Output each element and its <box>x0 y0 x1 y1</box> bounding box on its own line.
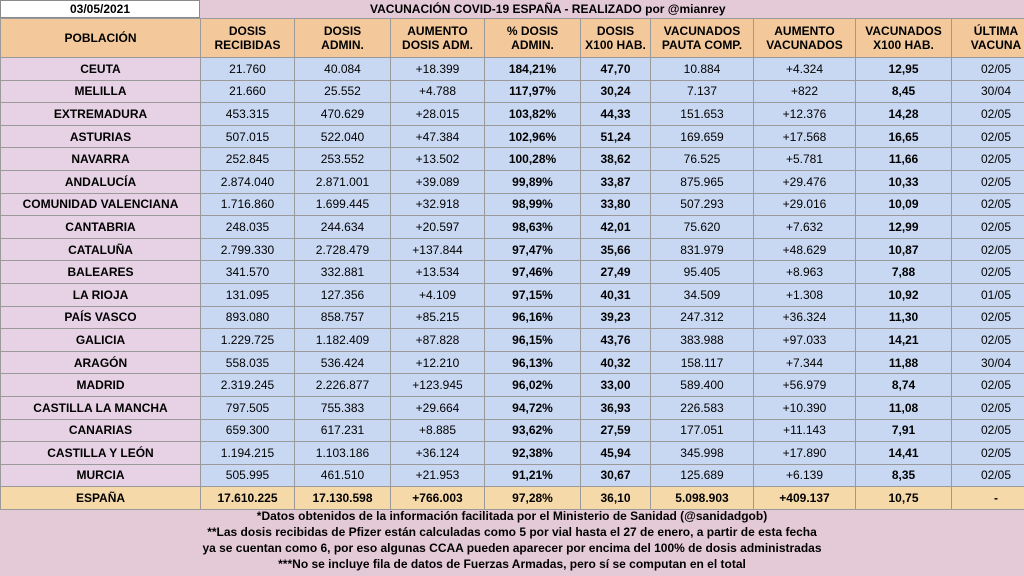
table-cell: 617.231 <box>295 419 391 442</box>
table-row <box>1 103 1024 126</box>
table-cell: +4.109 <box>391 283 485 306</box>
table-cell: +36.324 <box>754 306 856 329</box>
table-cell: 17.130.598 <box>295 487 391 510</box>
column-header <box>651 19 754 58</box>
footnote-line: **Las dosis recibidas de Pfizer están calculadas como 5 por vial hasta el 27 de enero, a partir de esta fecha <box>207 525 817 539</box>
region-name: MURCIA <box>1 464 201 487</box>
table-cell: 40,31 <box>581 283 651 306</box>
table-cell: 44,33 <box>581 103 651 126</box>
table-cell: 8,74 <box>856 374 952 397</box>
table-cell: +29.016 <box>754 193 856 216</box>
column-header <box>952 19 1024 58</box>
table-cell: 253.552 <box>295 148 391 171</box>
table-cell: 01/05 <box>952 283 1024 306</box>
table-cell: +28.015 <box>391 103 485 126</box>
table-cell: 10,75 <box>856 487 952 510</box>
table-cell: +13.502 <box>391 148 485 171</box>
table-cell: 02/05 <box>952 58 1024 81</box>
table-cell: +97.033 <box>754 329 856 352</box>
region-name: MELILLA <box>1 80 201 103</box>
table-cell: +13.534 <box>391 261 485 284</box>
table-cell: 47,70 <box>581 58 651 81</box>
column-header-line: AUMENTO <box>407 24 468 38</box>
table-cell: 43,76 <box>581 329 651 352</box>
table-cell: 98,63% <box>485 216 581 239</box>
table-row <box>1 351 1024 374</box>
table-cell: 1.229.725 <box>201 329 295 352</box>
table-cell: 93,62% <box>485 419 581 442</box>
table-cell: +8.963 <box>754 261 856 284</box>
table-cell: 2.799.330 <box>201 238 295 261</box>
table-cell: 36,10 <box>581 487 651 510</box>
table-cell: 45,94 <box>581 442 651 465</box>
table-cell: +17.890 <box>754 442 856 465</box>
table-cell: 169.659 <box>651 125 754 148</box>
table-cell: 1.182.409 <box>295 329 391 352</box>
table-cell: +85.215 <box>391 306 485 329</box>
region-name: ANDALUCÍA <box>1 170 201 193</box>
table-cell: 99,89% <box>485 170 581 193</box>
table-cell: +36.124 <box>391 442 485 465</box>
table-cell: 16,65 <box>856 125 952 148</box>
table-cell: 11,66 <box>856 148 952 171</box>
column-header-line: DOSIS <box>323 24 362 38</box>
table-row <box>1 58 1024 81</box>
table-cell: 248.035 <box>201 216 295 239</box>
table-cell: 226.583 <box>651 396 754 419</box>
table-cell: +39.089 <box>391 170 485 193</box>
table-cell: 76.525 <box>651 148 754 171</box>
column-header-line: DOSIS <box>596 24 635 38</box>
table-cell: 33,80 <box>581 193 651 216</box>
table-cell: 522.040 <box>295 125 391 148</box>
table-cell: 97,46% <box>485 261 581 284</box>
table-cell: 505.995 <box>201 464 295 487</box>
region-name: LA RIOJA <box>1 283 201 306</box>
table-cell: 125.689 <box>651 464 754 487</box>
table-cell: - <box>952 487 1024 510</box>
report-date: 03/05/2021 <box>0 0 200 18</box>
table-row <box>1 306 1024 329</box>
table-cell: 40,32 <box>581 351 651 374</box>
table-cell: +822 <box>754 80 856 103</box>
column-header-line: ADMIN. <box>321 38 364 52</box>
table-cell: 158.117 <box>651 351 754 374</box>
column-header-line: X100 HAB. <box>585 38 646 52</box>
table-cell: 151.653 <box>651 103 754 126</box>
table-cell: 21.660 <box>201 80 295 103</box>
table-cell: 34.509 <box>651 283 754 306</box>
table-cell: 02/05 <box>952 170 1024 193</box>
table-cell: +409.137 <box>754 487 856 510</box>
table-cell: 11,30 <box>856 306 952 329</box>
table-cell: 507.293 <box>651 193 754 216</box>
table-cell: 25.552 <box>295 80 391 103</box>
region-name: EXTREMADURA <box>1 103 201 126</box>
table-cell: +11.143 <box>754 419 856 442</box>
table-cell: 127.356 <box>295 283 391 306</box>
table-cell: 470.629 <box>295 103 391 126</box>
table-cell: 117,97% <box>485 80 581 103</box>
table-cell: 102,96% <box>485 125 581 148</box>
table-cell: 10.884 <box>651 58 754 81</box>
table-cell: 244.634 <box>295 216 391 239</box>
table-cell: 02/05 <box>952 419 1024 442</box>
table-cell: 11,08 <box>856 396 952 419</box>
table-cell: +47.384 <box>391 125 485 148</box>
table-cell: +32.918 <box>391 193 485 216</box>
table-cell: +5.781 <box>754 148 856 171</box>
table-cell: 2.874.040 <box>201 170 295 193</box>
footnote-line: ***No se incluye fila de datos de Fuerzas Armadas, pero sí se computan en el total <box>278 557 746 571</box>
table-cell: 252.845 <box>201 148 295 171</box>
table-cell: 30/04 <box>952 80 1024 103</box>
table-cell: 755.383 <box>295 396 391 419</box>
table-cell: 8,35 <box>856 464 952 487</box>
table-cell: 453.315 <box>201 103 295 126</box>
table-cell: +12.210 <box>391 351 485 374</box>
column-header-line: AUMENTO <box>774 24 835 38</box>
table-cell: 42,01 <box>581 216 651 239</box>
table-cell: 02/05 <box>952 306 1024 329</box>
table-cell: 96,16% <box>485 306 581 329</box>
region-name: CASTILLA LA MANCHA <box>1 396 201 419</box>
table-cell: 40.084 <box>295 58 391 81</box>
table-cell: 10,92 <box>856 283 952 306</box>
table-cell: +56.979 <box>754 374 856 397</box>
table-cell: +766.003 <box>391 487 485 510</box>
table-cell: 02/05 <box>952 261 1024 284</box>
table-cell: 36,93 <box>581 396 651 419</box>
table-cell: 131.095 <box>201 283 295 306</box>
table-cell: 38,62 <box>581 148 651 171</box>
table-cell: +21.953 <box>391 464 485 487</box>
table-cell: 341.570 <box>201 261 295 284</box>
table-cell: 14,28 <box>856 103 952 126</box>
header-row <box>1 19 1024 58</box>
table-cell: 7,88 <box>856 261 952 284</box>
column-header-line: POBLACIÓN <box>64 31 137 45</box>
table-cell: 97,15% <box>485 283 581 306</box>
table-cell: 75.620 <box>651 216 754 239</box>
title-bar <box>0 0 1024 18</box>
table-cell: 51,24 <box>581 125 651 148</box>
region-name: ARAGÓN <box>1 351 201 374</box>
table-cell: +6.139 <box>754 464 856 487</box>
table-cell: 95.405 <box>651 261 754 284</box>
table-cell: 10,09 <box>856 193 952 216</box>
table-cell: 33,00 <box>581 374 651 397</box>
table-cell: 797.505 <box>201 396 295 419</box>
region-name: PAÍS VASCO <box>1 306 201 329</box>
table-cell: 2.226.877 <box>295 374 391 397</box>
table-cell: 12,95 <box>856 58 952 81</box>
table-cell: 831.979 <box>651 238 754 261</box>
table-cell: 2.728.479 <box>295 238 391 261</box>
column-header-line: DOSIS ADM. <box>402 38 473 52</box>
table-cell: 12,99 <box>856 216 952 239</box>
footnote-line: ya se cuentan como 6, por eso algunas CCAA pueden aparecer por encima del 100% de dosis administradas <box>202 541 822 555</box>
table-cell: 10,33 <box>856 170 952 193</box>
table-cell: 103,82% <box>485 103 581 126</box>
column-header <box>391 19 485 58</box>
column-header-line: RECIBIDAS <box>214 38 281 52</box>
total-row <box>1 487 1024 510</box>
table-cell: 1.103.186 <box>295 442 391 465</box>
table-cell: +10.390 <box>754 396 856 419</box>
table-cell: 97,47% <box>485 238 581 261</box>
table-cell: 39,23 <box>581 306 651 329</box>
table-cell: 33,87 <box>581 170 651 193</box>
table-cell: +1.308 <box>754 283 856 306</box>
table-cell: 96,13% <box>485 351 581 374</box>
table-cell: 1.194.215 <box>201 442 295 465</box>
table-cell: 10,87 <box>856 238 952 261</box>
table-cell: 35,66 <box>581 238 651 261</box>
table-cell: +17.568 <box>754 125 856 148</box>
table-cell: 02/05 <box>952 442 1024 465</box>
table-cell: 17.610.225 <box>201 487 295 510</box>
column-header-line: VACUNADOS <box>865 24 942 38</box>
table-cell: 30,24 <box>581 80 651 103</box>
table-cell: 02/05 <box>952 103 1024 126</box>
footnotes <box>0 508 1024 576</box>
table-row <box>1 419 1024 442</box>
table-row <box>1 442 1024 465</box>
region-name: NAVARRA <box>1 148 201 171</box>
table-cell: 02/05 <box>952 238 1024 261</box>
table-cell: 1.716.860 <box>201 193 295 216</box>
table-cell: +7.632 <box>754 216 856 239</box>
table-cell: 11,88 <box>856 351 952 374</box>
table-cell: 100,28% <box>485 148 581 171</box>
table-row <box>1 148 1024 171</box>
column-header <box>1 19 201 58</box>
column-header-line: ADMIN. <box>511 38 554 52</box>
table-cell: +20.597 <box>391 216 485 239</box>
table-cell: +137.844 <box>391 238 485 261</box>
column-header-line: VACUNADOS <box>663 24 741 38</box>
region-name: ESPAÑA <box>1 487 201 510</box>
region-name: BALEARES <box>1 261 201 284</box>
table-cell: 332.881 <box>295 261 391 284</box>
table-cell: 02/05 <box>952 329 1024 352</box>
table-cell: +29.476 <box>754 170 856 193</box>
table-row <box>1 283 1024 306</box>
table-cell: 7.137 <box>651 80 754 103</box>
table-row <box>1 261 1024 284</box>
table-cell: 589.400 <box>651 374 754 397</box>
table-cell: 184,21% <box>485 58 581 81</box>
column-header-line: DOSIS <box>228 24 267 38</box>
table-row <box>1 396 1024 419</box>
table-cell: 247.312 <box>651 306 754 329</box>
table-row <box>1 238 1024 261</box>
table-row <box>1 170 1024 193</box>
table-cell: 8,45 <box>856 80 952 103</box>
column-header <box>754 19 856 58</box>
region-name: ASTURIAS <box>1 125 201 148</box>
table-row <box>1 80 1024 103</box>
region-name: CASTILLA Y LEÓN <box>1 442 201 465</box>
table-cell: 96,15% <box>485 329 581 352</box>
column-header <box>295 19 391 58</box>
region-name: CANTABRIA <box>1 216 201 239</box>
table-cell: 1.699.445 <box>295 193 391 216</box>
table-cell: 30/04 <box>952 351 1024 374</box>
table-cell: 91,21% <box>485 464 581 487</box>
table-cell: +4.788 <box>391 80 485 103</box>
column-header-line: X100 HAB. <box>873 38 934 52</box>
column-header-line: % DOSIS <box>506 24 559 38</box>
table-cell: +87.828 <box>391 329 485 352</box>
table-cell: 345.998 <box>651 442 754 465</box>
table-cell: 96,02% <box>485 374 581 397</box>
region-name: GALICIA <box>1 329 201 352</box>
table-cell: 558.035 <box>201 351 295 374</box>
table-body <box>1 58 1024 510</box>
table-row <box>1 374 1024 397</box>
table-cell: 97,28% <box>485 487 581 510</box>
table-cell: 02/05 <box>952 464 1024 487</box>
table-cell: 5.098.903 <box>651 487 754 510</box>
table-cell: 893.080 <box>201 306 295 329</box>
column-header-line: VACUNA <box>970 38 1022 52</box>
table-cell: 02/05 <box>952 216 1024 239</box>
column-header-line: PAUTA COMP. <box>661 38 743 52</box>
region-name: MADRID <box>1 374 201 397</box>
table-cell: 02/05 <box>952 374 1024 397</box>
region-name: CANARIAS <box>1 419 201 442</box>
table-cell: 21.760 <box>201 58 295 81</box>
table-cell: 7,91 <box>856 419 952 442</box>
report-title: VACUNACIÓN COVID-19 ESPAÑA - REALIZADO por @mianrey <box>370 2 726 16</box>
region-name: CATALUÑA <box>1 238 201 261</box>
table-cell: +12.376 <box>754 103 856 126</box>
table-cell: 461.510 <box>295 464 391 487</box>
column-header <box>856 19 952 58</box>
vaccination-table <box>0 18 1024 510</box>
table-cell: 30,67 <box>581 464 651 487</box>
table-cell: 94,72% <box>485 396 581 419</box>
table-cell: 02/05 <box>952 193 1024 216</box>
region-name: COMUNIDAD VALENCIANA <box>1 193 201 216</box>
table-cell: +48.629 <box>754 238 856 261</box>
region-name: CEUTA <box>1 58 201 81</box>
table-cell: 659.300 <box>201 419 295 442</box>
table-row <box>1 216 1024 239</box>
table-row <box>1 329 1024 352</box>
column-header <box>485 19 581 58</box>
table-cell: +7.344 <box>754 351 856 374</box>
table-cell: +123.945 <box>391 374 485 397</box>
table-row <box>1 464 1024 487</box>
table-cell: 14,21 <box>856 329 952 352</box>
table-cell: +18.399 <box>391 58 485 81</box>
column-header-line: VACUNADOS <box>766 38 843 52</box>
table-cell: 27,49 <box>581 261 651 284</box>
table-cell: 14,41 <box>856 442 952 465</box>
column-header <box>581 19 651 58</box>
table-cell: 383.988 <box>651 329 754 352</box>
table-cell: 2.871.001 <box>295 170 391 193</box>
table-cell: +8.885 <box>391 419 485 442</box>
table-row <box>1 193 1024 216</box>
table-cell: 02/05 <box>952 396 1024 419</box>
table-cell: 02/05 <box>952 125 1024 148</box>
table-cell: 92,38% <box>485 442 581 465</box>
table-cell: 177.051 <box>651 419 754 442</box>
column-header-line: ÚLTIMA <box>973 24 1019 38</box>
table-cell: +4.324 <box>754 58 856 81</box>
table-cell: 98,99% <box>485 193 581 216</box>
column-header <box>201 19 295 58</box>
table-cell: 27,59 <box>581 419 651 442</box>
table-cell: +29.664 <box>391 396 485 419</box>
table-cell: 536.424 <box>295 351 391 374</box>
table-cell: 875.965 <box>651 170 754 193</box>
footnote-line: *Datos obtenidos de la información facilitada por el Ministerio de Sanidad (@sanidadgob) <box>256 509 768 523</box>
table-row <box>1 125 1024 148</box>
table-cell: 02/05 <box>952 148 1024 171</box>
table-cell: 2.319.245 <box>201 374 295 397</box>
table-cell: 858.757 <box>295 306 391 329</box>
table-cell: 507.015 <box>201 125 295 148</box>
